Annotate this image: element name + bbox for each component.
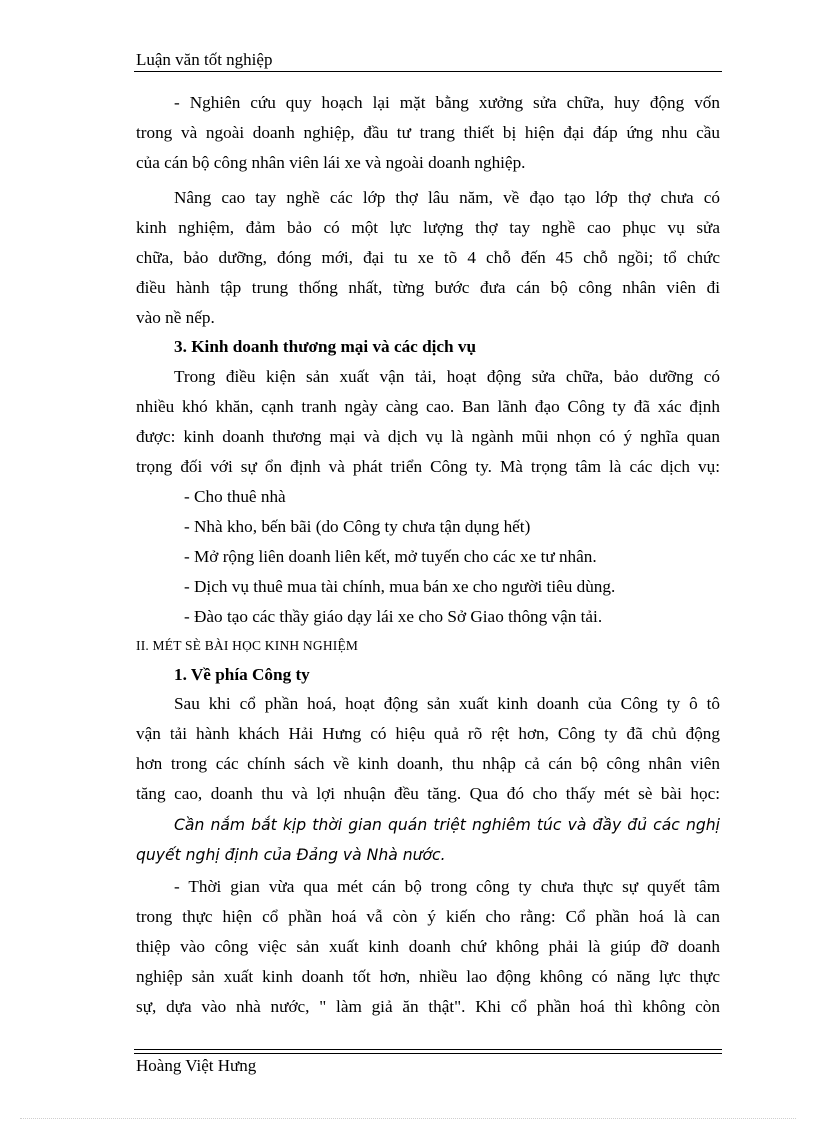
section-heading: 3. Kinh doanh thương mại và các dịch vụ (174, 337, 477, 356)
header-divider (134, 71, 722, 72)
paragraph-line: trọng đối với sự ổn định và phát triển Công ty. Mà trọng tâm là các dịch vụ: (136, 457, 720, 476)
paragraph-line: điều hành tập trung thống nhất, từng bước đưa cán bộ công nhân viên đi (136, 278, 720, 297)
paragraph-line: hơn trong các chính sách về kinh doanh, thu nhập cả cán bộ công nhân viên (136, 754, 720, 773)
italic-line: Cần nắm bắt kịp thời gian quán triệt nghiêm túc và đầy đủ các nghị (174, 816, 720, 834)
paragraph-line: sự, dựa vào nhà nước, " làm giả ăn thật". Khi cổ phần hoá thì không còn (136, 997, 720, 1016)
chapter-heading: II. MÉT SÈ BÀI HỌC KINH NGHIỆM (136, 638, 359, 653)
list-item: - Nhà kho, bến bãi (do Công ty chưa tận dụng hết) (184, 517, 531, 536)
section-heading: 1. Về phía Công ty (174, 665, 310, 684)
list-item: - Đào tạo các thầy giáo dạy lái xe cho Sở Giao thông vận tải. (184, 607, 603, 626)
paragraph-line: Trong điều kiện sản xuất vận tải, hoạt động sửa chữa, bảo dưỡng có (174, 367, 720, 386)
paragraph-line: tăng cao, doanh thu và lợi nhuận đều tăng. Qua đó cho thấy mét sè bài học: (136, 784, 720, 803)
page-bottom-edge (20, 1118, 796, 1119)
footer-divider (134, 1049, 722, 1050)
paragraph-line: thiệp vào công việc sản xuất kinh doanh chứ không phải là giúp đỡ doanh (136, 937, 720, 956)
paragraph-line: vào nề nếp. (136, 308, 215, 327)
paragraph-line: Sau khi cổ phần hoá, hoạt động sản xuất kinh doanh của Công ty ô tô (174, 694, 720, 713)
paragraph-line: nhiều khó khăn, cạnh tranh ngày càng cao. Ban lãnh đạo Công ty đã xác định (136, 397, 720, 416)
paragraph-line: nghiệp sản xuất kinh doanh tốt hơn, nhiều lao động không có năng lực thực (136, 967, 720, 986)
paragraph-line: trong và ngoài doanh nghiệp, đầu tư trang thiết bị hiện đại đáp ứng nhu cầu (136, 123, 720, 142)
list-item: - Mở rộng liên doanh liên kết, mở tuyến cho các xe tư nhân. (184, 547, 597, 566)
paragraph-line: vận tải hành khách Hải Hưng có hiệu quả rõ rệt hơn, Công ty đã chủ động (136, 724, 720, 743)
page-header-title: Luận văn tốt nghiệp (136, 50, 273, 69)
paragraph-line: của cán bộ công nhân viên lái xe và ngoài doanh nghiệp. (136, 153, 526, 172)
paragraph-line: - Nghiên cứu quy hoạch lại mặt bằng xưởng sửa chữa, huy động vốn (174, 93, 720, 112)
paragraph-line: được: kinh doanh thương mại và dịch vụ là ngành mũi nhọn có ý nghĩa quan (136, 427, 720, 446)
paragraph-line: Nâng cao tay nghề các lớp thợ lâu năm, về đạo tạo lớp thợ chưa có (174, 188, 720, 207)
footer-divider-thin (134, 1053, 722, 1054)
paragraph-line: trong thực hiện cổ phần hoá vẫ còn ý kiến cho rằng: Cổ phần hoá là can (136, 907, 720, 926)
paragraph-line: chữa, bảo dưỡng, đóng mới, đại tu xe tõ 4 chỗ đến 45 chỗ ngồi; tổ chức (136, 248, 720, 267)
paragraph-line: - Thời gian vừa qua mét cán bộ trong công ty chưa thực sự quyết tâm (174, 877, 720, 896)
page-footer-author: Hoàng Việt Hưng (136, 1056, 257, 1075)
list-item: - Dịch vụ thuê mua tài chính, mua bán xe cho người tiêu dùng. (184, 577, 616, 596)
paragraph-line: kinh nghiệm, đảm bảo có một lực lượng thợ tay nghề cao phục vụ sửa (136, 218, 720, 237)
list-item: - Cho thuê nhà (184, 487, 286, 506)
italic-line: quyết nghị định của Đảng và Nhà nước. (136, 846, 446, 864)
